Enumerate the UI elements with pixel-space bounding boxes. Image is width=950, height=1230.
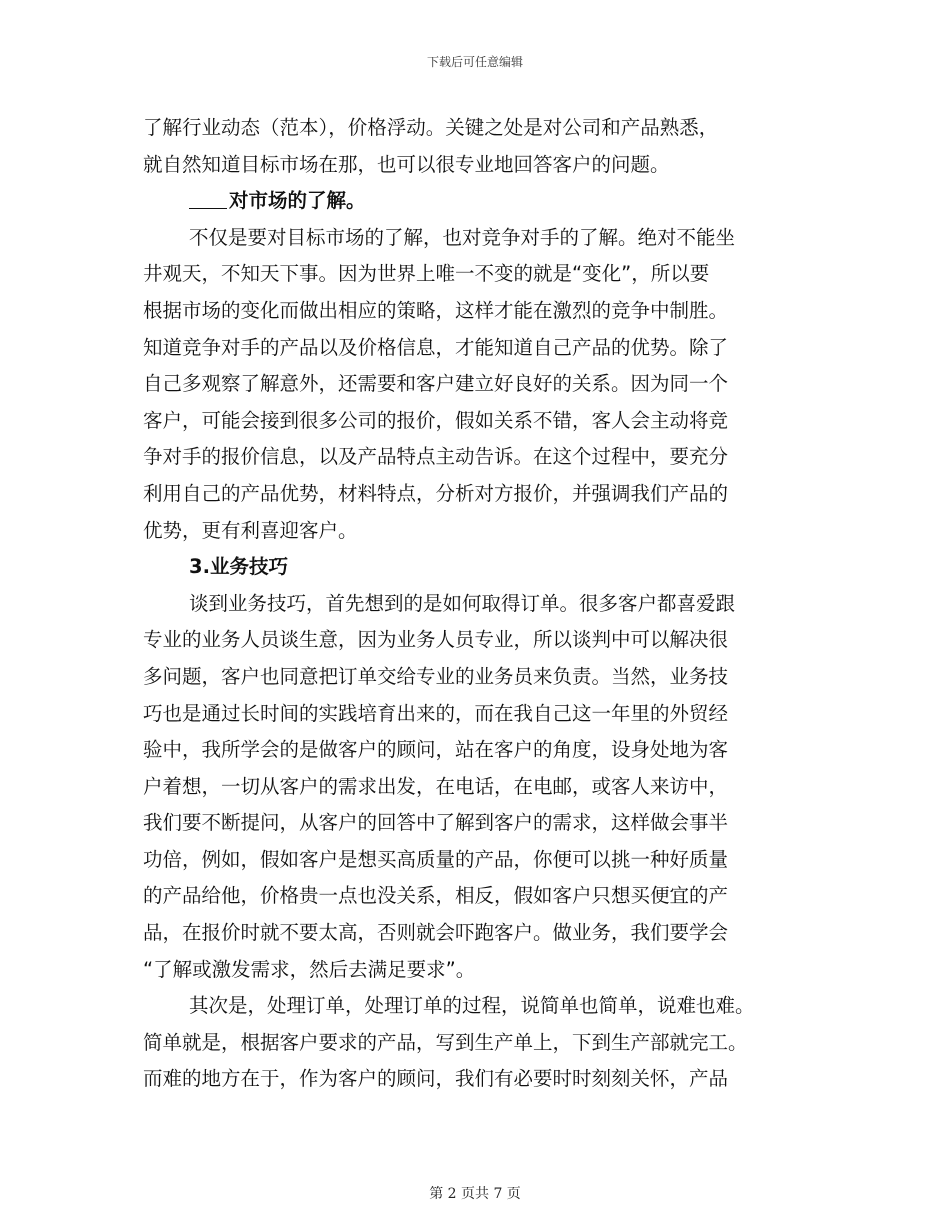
orders-paragraph-line: 而难的地方在于，作为客户的顾问，我们有必要时时刻刻关怀，产品 [143,1067,729,1091]
skills-paragraph-line: “了解或激发需求，然后去满足要求”。 [143,957,476,981]
market-paragraph-line: 知道竞争对手的产品以及价格信息，才能知道自己产品的优势。除了 [143,335,729,359]
market-paragraph-line: 利用自己的产品优势，材料特点，分析对方报价，并强调我们产品的 [143,481,729,505]
orders-paragraph-line: 简单就是，根据客户要求的产品，写到生产单上，下到生产部就完工。 [143,1030,748,1054]
skills-paragraph-line: 验中，我所学会的是做客户的顾问，站在客户的角度，设身处地为客 [143,738,729,762]
page-header: 下载后可任意编辑 [426,55,523,69]
skills-paragraph-line: 多问题，客户也同意把订单交给专业的业务员来负责。当然，业务技 [143,664,729,688]
market-paragraph-line: 不仅是要对目标市场的了解，也对竞争对手的了解。绝对不能坐 [189,225,736,249]
skills-paragraph-line: 巧也是通过长时间的实践培育出来的，而在我自己这一年里的外贸经 [143,701,729,725]
market-paragraph-line: 客户，可能会接到很多公司的报价，假如关系不错，客人会主动将竞 [143,408,729,432]
section-heading-skills: 3.业务技巧 [189,555,288,579]
section-heading-market [143,183,813,220]
document-body [143,110,813,1098]
skills-paragraph-line: 功倍，例如，假如客户是想买高质量的产品，你便可以挑一种好质量 [143,847,729,871]
skills-paragraph-line: 品，在报价时就不要太高，否则就会吓跑客户。做业务，我们要学会 [143,921,729,945]
intro-line-1: 了解行业动态（范本），价格浮动。关键之处是对公司和产品熟悉， [143,116,719,139]
intro-line-2: 就自然知道目标市场在那，也可以很专业地回答客户的问题。 [143,152,670,176]
market-paragraph-line: 争对手的报价信息，以及产品特点主动告诉。在这个过程中，要充分 [143,445,729,469]
page-footer: 第 2 页共 7 页 [429,1186,521,1202]
market-paragraph-line: 优势，更有利喜迎客户。 [143,518,358,542]
market-paragraph-line: 根据市场的变化而做出相应的策略，这样才能在激烈的竞争中制胜。 [143,298,729,322]
fill-in-blank [189,186,227,209]
market-heading-text: 对市场的了解。 [229,189,366,213]
skills-paragraph-line: 的产品给他，价格贵一点也没关系，相反，假如客户只想买便宜的产 [143,884,729,908]
skills-paragraph-line: 我们要不断提问，从客户的回答中了解到客户的需求，这样做会事半 [143,811,729,835]
market-paragraph-line: 井观天，不知天下事。因为世界上唯一不变的就是“变化”，所以要 [143,262,710,286]
orders-paragraph-line: 其次是，处理订单，处理订单的过程，说简单也简单，说难也难。 [189,994,755,1018]
market-paragraph-line: 自己多观察了解意外，还需要和客户建立好良好的关系。因为同一个 [143,372,729,396]
skills-paragraph-line: 专业的业务人员谈生意，因为业务人员专业，所以谈判中可以解决很 [143,628,729,652]
skills-paragraph-line: 户着想，一切从客户的需求出发，在电话，在电邮，或客人来访中， [143,774,729,798]
skills-paragraph-line: 谈到业务技巧，首先想到的是如何取得订单。很多客户都喜爱跟 [189,591,736,615]
